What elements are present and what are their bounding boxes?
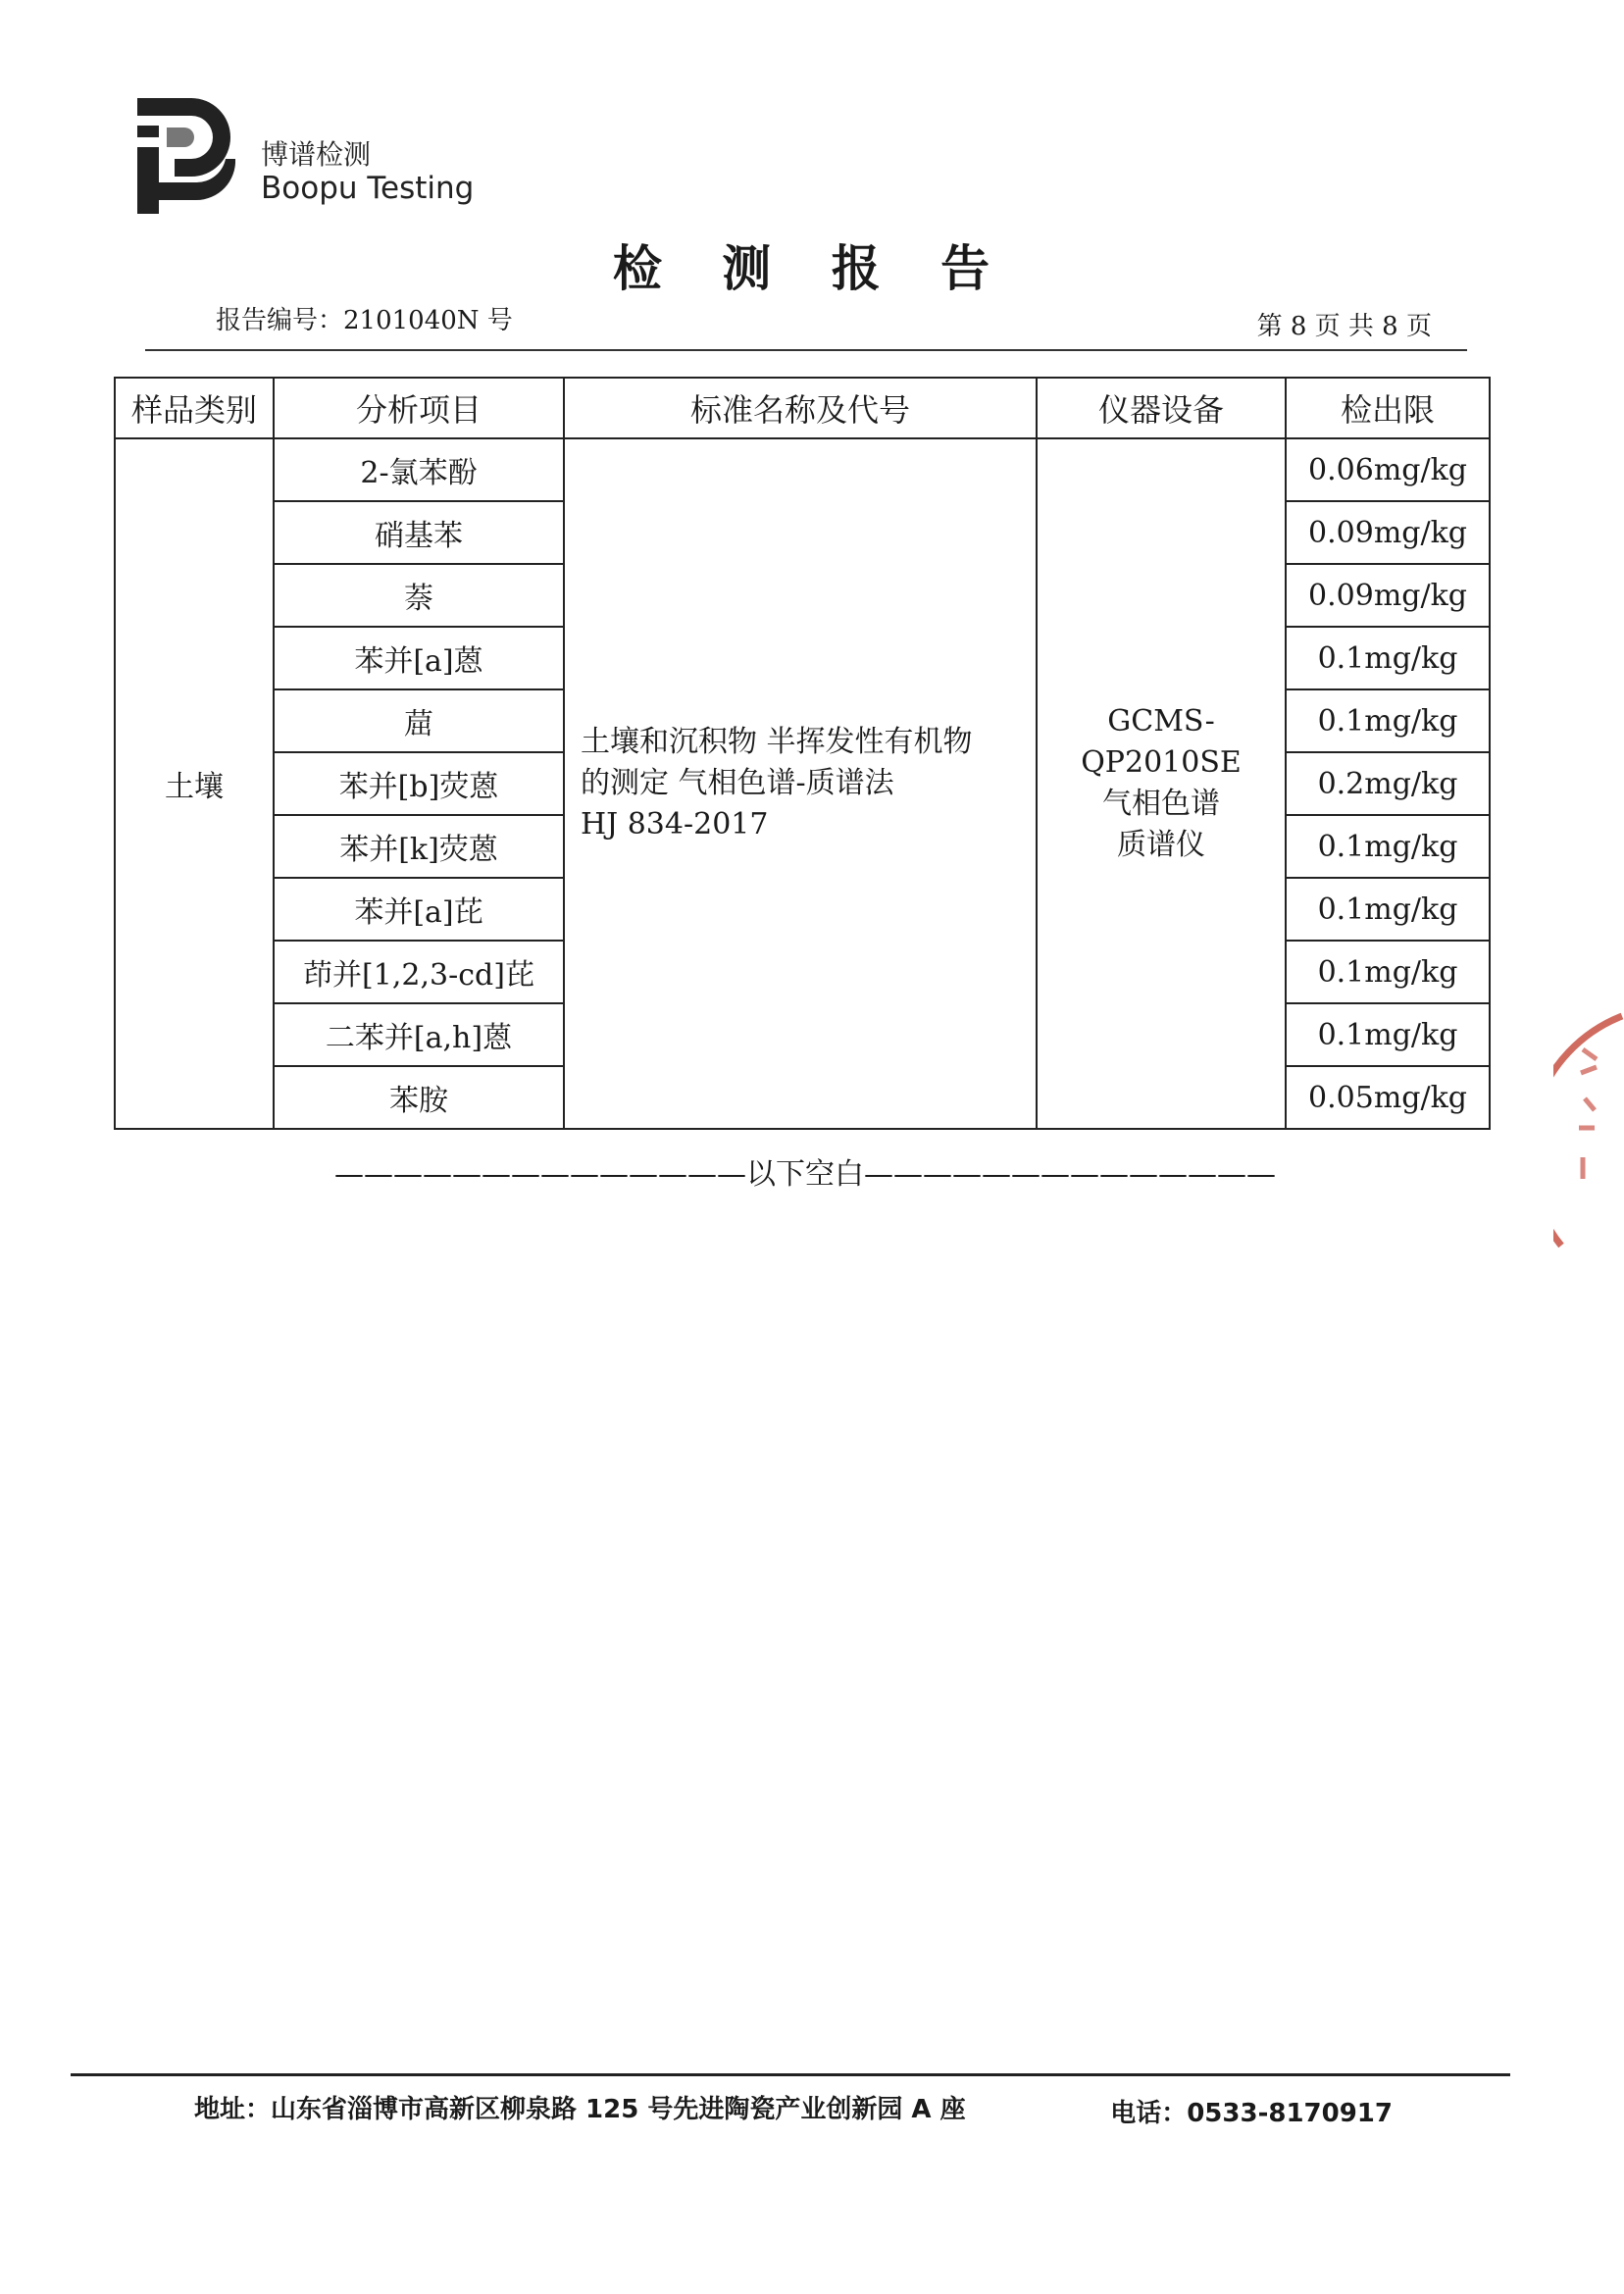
analysis-item: 2-氯苯酚 bbox=[274, 438, 564, 501]
analysis-item: 苯并[a]蒽 bbox=[274, 627, 564, 689]
header-analysis-item: 分析项目 bbox=[274, 378, 564, 438]
table-row bbox=[115, 438, 1490, 501]
header-instrument: 仪器设备 bbox=[1037, 378, 1286, 438]
detection-limit: 0.1mg/kg bbox=[1286, 627, 1490, 689]
instrument-line: QP2010SE bbox=[1081, 745, 1242, 780]
brand-english-name: Boopu Testing bbox=[261, 171, 475, 206]
table-header-row bbox=[115, 378, 1490, 438]
header-divider bbox=[145, 349, 1467, 351]
footer-address: 地址：山东省淄博市高新区柳泉路 125 号先进陶瓷产业创新园 A 座 bbox=[194, 2095, 966, 2124]
detection-limit: 0.1mg/kg bbox=[1286, 878, 1490, 941]
instrument-line: GCMS- bbox=[1107, 704, 1215, 739]
analysis-item: 苯胺 bbox=[274, 1066, 564, 1129]
footer-phone: 电话：0533-8170917 bbox=[1110, 2099, 1393, 2128]
header-sample-type: 样品类别 bbox=[115, 378, 274, 438]
detection-limit: 0.1mg/kg bbox=[1286, 1003, 1490, 1066]
boopu-logo bbox=[137, 98, 235, 214]
analysis-item: 萘 bbox=[274, 564, 564, 627]
standard-cell bbox=[564, 438, 1037, 1129]
page-number: 第 8 页 共 8 页 bbox=[1256, 312, 1432, 341]
analysis-item: 䓛 bbox=[274, 689, 564, 752]
footer-divider bbox=[71, 2073, 1510, 2076]
detection-limit: 0.1mg/kg bbox=[1286, 815, 1490, 878]
brand-chinese-name: 博谱检测 bbox=[261, 138, 372, 171]
document-title: 检 测 报 告 bbox=[612, 239, 1012, 297]
detection-limit: 0.09mg/kg bbox=[1286, 501, 1490, 564]
analysis-item: 苯并[a]芘 bbox=[274, 878, 564, 941]
standard-line: 土壤和沉积物 半挥发性有机物 bbox=[581, 725, 973, 759]
analysis-item: 苯并[b]荧蒽 bbox=[274, 752, 564, 815]
detection-limit: 0.2mg/kg bbox=[1286, 752, 1490, 815]
analysis-item: 硝基苯 bbox=[274, 501, 564, 564]
detection-limit: 0.1mg/kg bbox=[1286, 689, 1490, 752]
instrument-line: 质谱仪 bbox=[1117, 828, 1205, 862]
analysis-item: 二苯并[a,h]蒽 bbox=[274, 1003, 564, 1066]
analysis-item: 茚并[1,2,3-cd]芘 bbox=[274, 941, 564, 1003]
detection-limit: 0.09mg/kg bbox=[1286, 564, 1490, 627]
detection-limit: 0.06mg/kg bbox=[1286, 438, 1490, 501]
seal-stamp-fragment bbox=[1553, 1010, 1624, 1255]
header-detection-limit: 检出限 bbox=[1286, 378, 1490, 438]
results-table bbox=[114, 377, 1491, 1130]
detection-limit: 0.05mg/kg bbox=[1286, 1066, 1490, 1129]
analysis-item: 苯并[k]荧蒽 bbox=[274, 815, 564, 878]
instrument-cell bbox=[1037, 438, 1286, 1129]
sample-type-cell: 土壤 bbox=[115, 438, 274, 1129]
standard-line: 的测定 气相色谱-质谱法 bbox=[581, 766, 894, 800]
blank-below-note: ——————————————以下空白—————————————— bbox=[334, 1157, 1276, 1192]
report-number: 报告编号：2101040N 号 bbox=[216, 306, 513, 335]
instrument-line: 气相色谱 bbox=[1102, 787, 1220, 821]
detection-limit: 0.1mg/kg bbox=[1286, 941, 1490, 1003]
standard-line: HJ 834-2017 bbox=[581, 807, 769, 841]
header-standard: 标准名称及代号 bbox=[564, 378, 1037, 438]
